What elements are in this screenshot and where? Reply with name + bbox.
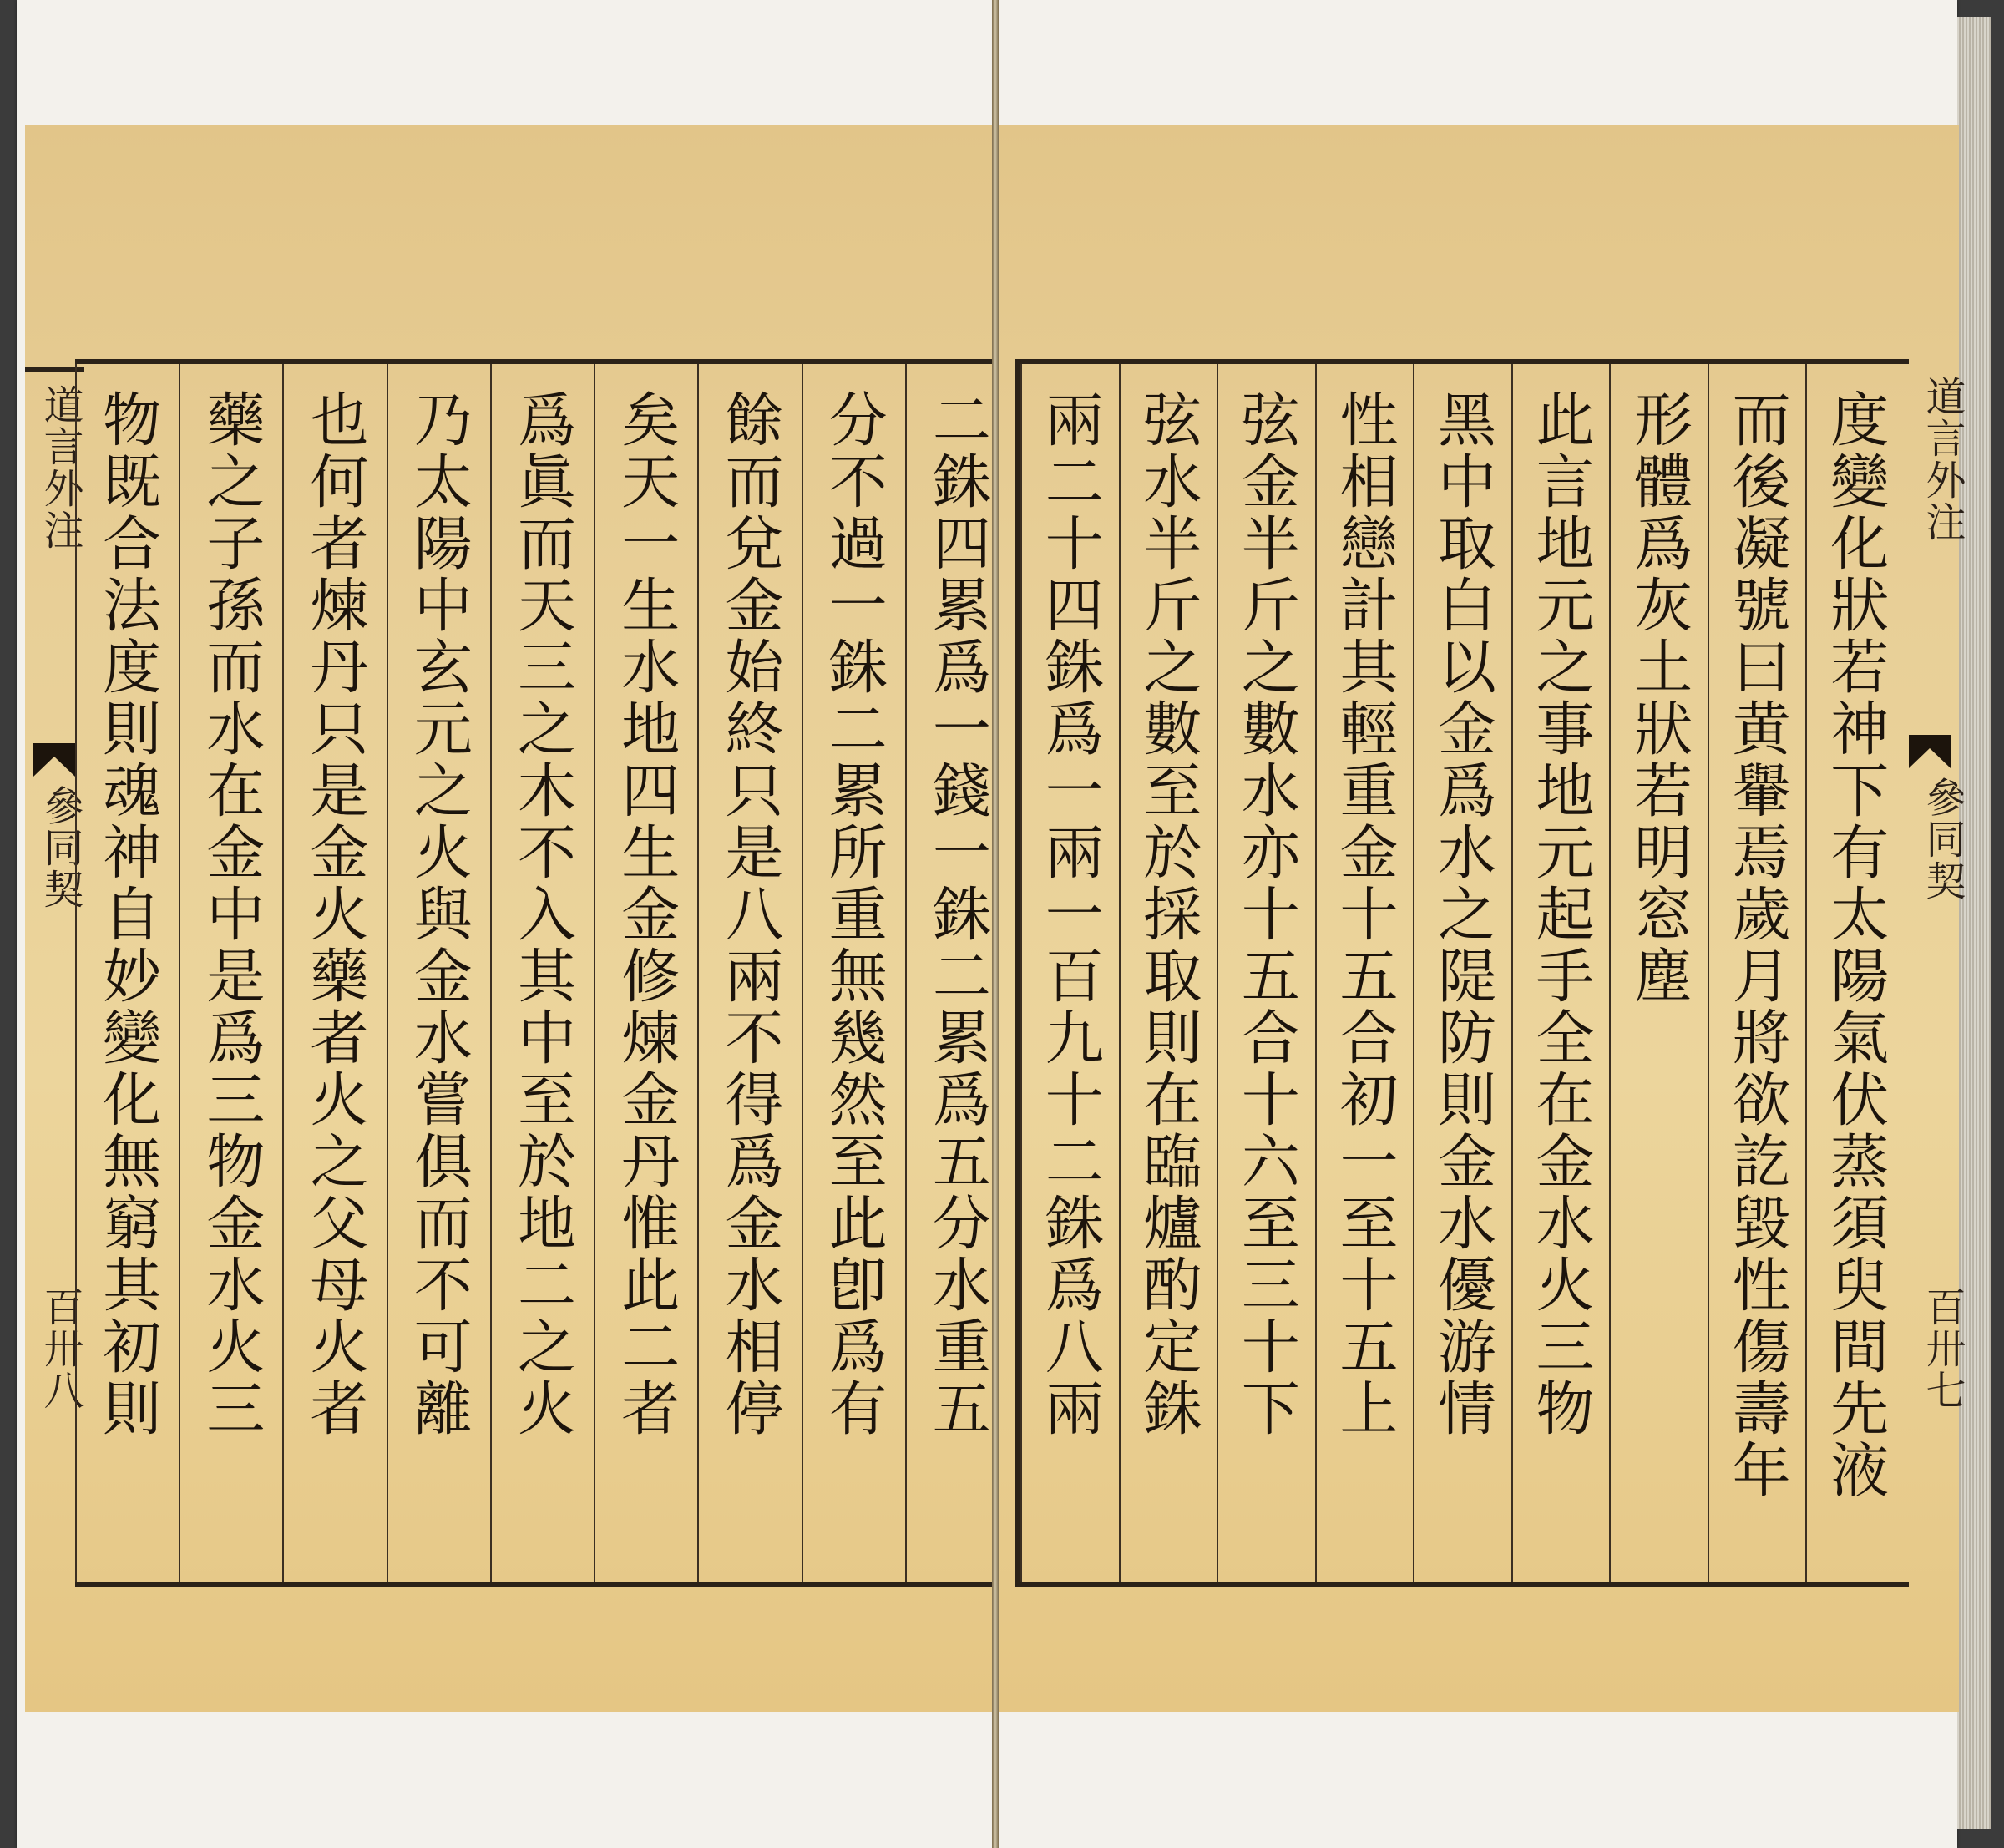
left-page-column: [697, 364, 801, 1582]
left-page-column-text: 餘而兌金始終只是八兩不得爲金水相停: [715, 389, 784, 1440]
left-page-column-text: 物既合法度則魂神自妙變化無窮其初則: [93, 389, 162, 1440]
right-page-column: [1708, 364, 1806, 1582]
right-text-frame: [1015, 359, 1909, 1587]
right-margin-page: 百卅七: [1919, 1286, 1966, 1411]
left-page-column: [490, 364, 594, 1582]
right-page-column: [1805, 364, 1904, 1582]
left-page: [25, 125, 992, 1712]
left-column-area: [75, 364, 1014, 1582]
left-page-column-text: 矣天一生水地四生金修煉金丹惟此二者: [611, 389, 681, 1440]
right-page-column-text: 黑中取白以金爲水之隄防則金水優游情: [1428, 389, 1497, 1440]
left-margin-section: 參同契: [37, 785, 84, 910]
left-page-column-text: 也何者煉丹只是金火藥者火之父母火者: [301, 389, 370, 1440]
book-gutter: [992, 0, 999, 1848]
left-margin-page: 百卅八: [37, 1286, 84, 1411]
right-margin-section: 參同契: [1919, 777, 1966, 902]
right-page-column-text: 性相戀計其輕重金十五合初一至十五上: [1329, 389, 1399, 1440]
right-page-column: [1217, 364, 1315, 1582]
left-page-column: [179, 364, 282, 1582]
right-page-column-text: 度變化狀若神下有太陽氣伏蒸須臾間先液: [1820, 389, 1890, 1501]
right-page-margin: [1909, 367, 1966, 1578]
right-page-column: [1315, 364, 1414, 1582]
right-page-column-text: 此言地元之事地元起手全在金水火三物: [1526, 389, 1596, 1440]
right-page-column-text: 弦金半斤之數水亦十五合十六至三十下: [1232, 389, 1301, 1440]
left-page-column: [75, 364, 179, 1582]
fish-tail-mark: [33, 743, 75, 777]
right-page-column-text: 兩二十四銖爲一兩一百九十二銖爲八兩: [1035, 389, 1105, 1440]
right-page: [999, 125, 1966, 1712]
left-page-column-text: 分不過一銖二累所重無幾然至此卽爲有: [819, 389, 888, 1440]
fish-tail-mark: [1909, 735, 1951, 768]
left-page-column-text: 藥之子孫而水在金中是爲三物金水火三: [196, 389, 266, 1440]
left-page-column-text: 爲眞而天三之木不入其中至於地二之火: [508, 389, 577, 1440]
left-page-column: [802, 364, 905, 1582]
left-page-column-text: 乃太陽中玄元之火與金水嘗俱而不可離: [404, 389, 473, 1440]
right-column-area: [1020, 364, 1909, 1582]
right-page-column: [1119, 364, 1217, 1582]
right-page-column: [1020, 364, 1119, 1582]
left-page-column: [594, 364, 697, 1582]
page-edge-stack: [1957, 17, 1991, 1829]
right-page-column-text: 而後凝號曰黄轝焉歲月將欲訖毀性傷壽年: [1723, 389, 1792, 1501]
left-page-column: [282, 364, 386, 1582]
right-page-column-text: 形體爲灰土狀若明窓塵: [1624, 389, 1693, 1007]
left-text-frame: [75, 359, 1019, 1587]
right-page-column: [1609, 364, 1708, 1582]
left-page-column: [387, 364, 490, 1582]
right-page-column: [1413, 364, 1511, 1582]
left-margin-title: 道言外注: [37, 384, 84, 551]
right-page-column: [1511, 364, 1610, 1582]
right-margin-title: 道言外注: [1919, 376, 1966, 543]
right-page-column-text: 弦水半斤之數至於採取則在臨爐酌定銖: [1133, 389, 1202, 1440]
left-page-column-text: 二銖四累爲一錢一銖二累爲五分水重五: [923, 389, 992, 1440]
